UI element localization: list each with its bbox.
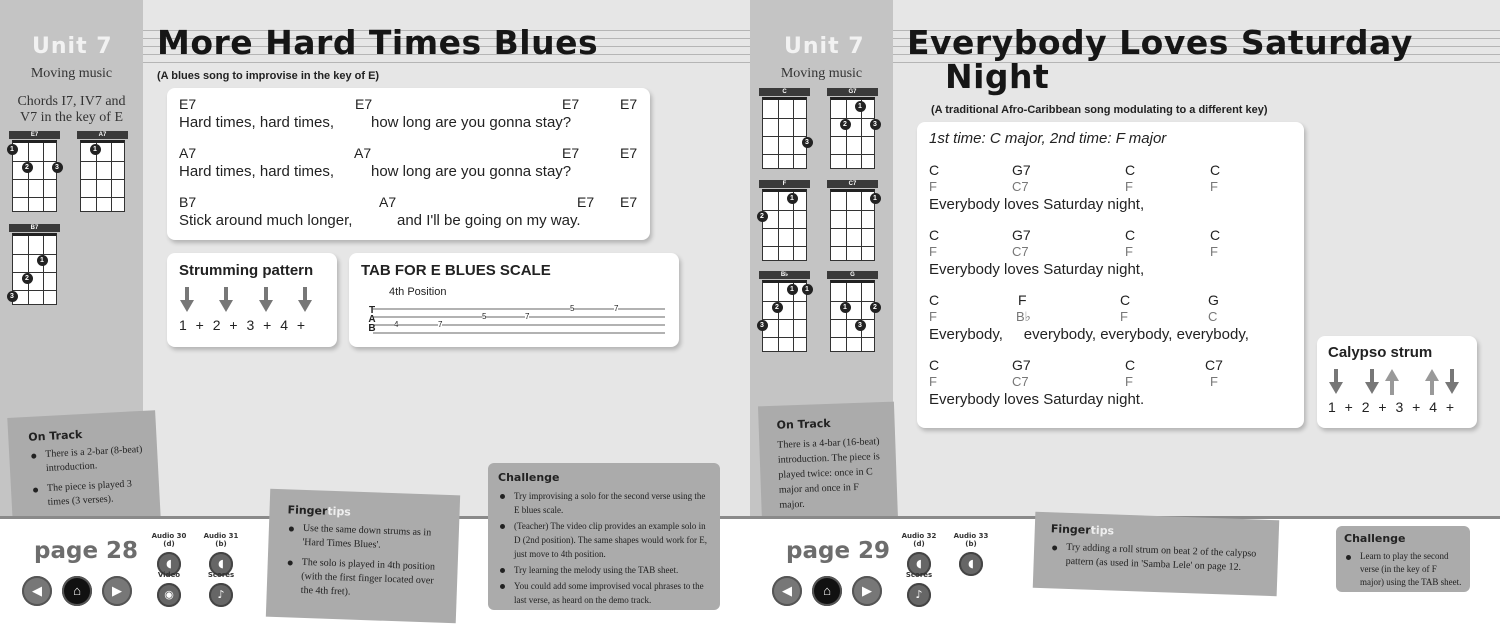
strumming-pattern-box	[167, 253, 337, 347]
calypso-strum-box	[1317, 336, 1477, 428]
lyric-line: Hard times, hard times,	[179, 114, 335, 131]
tab-letter: T	[368, 305, 376, 316]
chord-string	[28, 143, 29, 211]
finger-dot: 2	[772, 302, 783, 313]
challenge-item: Try improvising a solo for the second verse using the E blues scale.	[498, 489, 710, 517]
chord-string	[778, 192, 779, 260]
alt-chord-label: F	[1125, 244, 1133, 259]
lyric-line: how long are you gonna stay?	[371, 114, 572, 131]
chord-fret	[831, 118, 874, 119]
lyrics-card	[167, 88, 650, 240]
down-arrow-icon	[219, 287, 233, 313]
chord-name-label: B♭	[759, 271, 810, 279]
audio-31-button[interactable]	[198, 532, 244, 576]
alt-chord-label: B♭	[1016, 309, 1031, 324]
finger-tips-title: Fingertips	[1050, 522, 1115, 538]
finger-dot: 2	[22, 273, 33, 284]
chord-string	[43, 143, 44, 211]
finger-dot: 3	[52, 162, 63, 173]
chord-string	[846, 192, 847, 260]
unit-label: Unit 7	[32, 34, 113, 59]
chord-grid	[830, 189, 875, 261]
chord-name-label: C	[759, 88, 810, 96]
score-icon: ♪	[907, 583, 931, 607]
chord-fret	[81, 179, 124, 180]
page-subtitle: (A traditional Afro-Caribbean song modulating to a different key)	[931, 104, 1268, 116]
alt-chord-label: F	[929, 179, 937, 194]
finger-dot: 1	[90, 144, 101, 155]
lyric-line: Everybody, everybody, everybody, everybody,	[929, 326, 1249, 343]
on-track-note	[7, 410, 160, 526]
chord-label: E7	[562, 96, 580, 112]
verse-block	[929, 357, 1292, 413]
chord-label: A7	[179, 145, 197, 161]
page-number: page 29	[786, 538, 891, 564]
home-button[interactable]	[62, 576, 92, 606]
strum-counts: 1 + 2 + 3 + 4 +	[179, 317, 306, 333]
chord-label: C	[929, 292, 940, 308]
chord-label: E7	[577, 194, 595, 210]
finger-dot: 2	[757, 211, 768, 222]
chord-label: A7	[379, 194, 397, 210]
chord-grid	[12, 233, 57, 305]
prev-page-button[interactable]	[22, 576, 52, 606]
chord-fret	[763, 136, 806, 137]
alt-chord-label: F	[1125, 179, 1133, 194]
chord-fret	[763, 301, 806, 302]
chord-label: B7	[179, 194, 197, 210]
chord-fret	[13, 272, 56, 273]
chord-name-label: C7	[827, 180, 878, 188]
score-icon: ♪	[209, 583, 233, 607]
chord-label: E7	[355, 96, 373, 112]
chord-fret	[831, 337, 874, 338]
page-title: More Hard Times Blues	[157, 23, 599, 62]
chord-fret	[81, 161, 124, 162]
home-icon: ⌂	[73, 583, 81, 598]
next-page-button[interactable]	[102, 576, 132, 606]
alt-chord-label: C7	[1012, 244, 1029, 259]
chord-label: C	[929, 162, 940, 178]
finger-dot: 1	[855, 101, 866, 112]
chord-name-label: B7	[9, 224, 60, 232]
chord-fret	[763, 228, 806, 229]
media-label: Audio 31 (b)	[203, 532, 239, 548]
finger-tips-item: Use the same down strums as in 'Hard Times Blues'.	[286, 521, 447, 555]
finger-dot: 3	[870, 119, 881, 130]
chord-grid	[762, 189, 807, 261]
finger-dot: 1	[840, 302, 851, 313]
tab-position: 4th Position	[389, 286, 447, 298]
eye-icon: ◉	[157, 583, 181, 607]
challenge-title: Challenge	[498, 471, 560, 484]
media-label: Scores	[207, 571, 235, 579]
verse-block	[929, 162, 1292, 218]
strum-counts: 1 + 2 + 3 + 4 +	[1328, 399, 1455, 415]
on-track-title: On Track	[27, 428, 83, 444]
on-track-note	[758, 402, 898, 525]
chord-fret	[13, 179, 56, 180]
chord-name-label: F	[759, 180, 810, 188]
chord-string	[846, 283, 847, 351]
finger-tips-note	[266, 489, 460, 624]
media-label: Video	[157, 571, 181, 579]
chord-label: C	[1125, 162, 1136, 178]
audio-32-button[interactable]	[896, 532, 942, 576]
challenge-item: You could add some improvised vocal phrases to the last verse, as heard on the demo track.	[498, 579, 710, 607]
home-icon: ⌂	[823, 583, 831, 598]
footer-line	[0, 516, 1500, 519]
lyric-line: how long are you gonna stay?	[371, 163, 572, 180]
chord-fret	[763, 319, 806, 320]
chord-label: C	[929, 357, 940, 373]
finger-dot: 2	[22, 162, 33, 173]
tab-note: 4	[394, 320, 399, 329]
ear-icon: ◖	[157, 552, 181, 576]
down-arrow-icon	[298, 287, 312, 313]
alt-chord-label: C7	[1012, 374, 1029, 389]
arrow-right-icon: ▶	[112, 583, 122, 598]
strumming-title: Strumming pattern	[179, 262, 314, 279]
alt-chord-label: F	[929, 309, 937, 324]
chord-fret	[13, 161, 56, 162]
down-arrow-icon	[1445, 369, 1459, 395]
alt-chord-label: C	[1208, 309, 1218, 324]
finger-tips-title: Fingertips	[287, 503, 352, 519]
tab-letters	[368, 306, 376, 333]
finger-tips-item: The solo is played in 4th position (with the first finger located over the 4th fret).	[285, 555, 446, 603]
tab-staff	[363, 305, 667, 339]
alt-chord-label: F	[1120, 309, 1128, 324]
chord-string	[861, 192, 862, 260]
chord-grid	[762, 97, 807, 169]
tab-note: 7	[438, 320, 443, 329]
chord-label: C7	[1205, 357, 1223, 373]
chord-fret	[831, 228, 874, 229]
finger-dot: 1	[37, 255, 48, 266]
ear-icon: ◖	[907, 552, 931, 576]
alt-chord-label: F	[1210, 244, 1218, 259]
lyric-line: and I'll be going on my way.	[397, 212, 581, 229]
video-button[interactable]	[146, 571, 192, 607]
chord-string	[778, 100, 779, 168]
chord-label: G	[1208, 292, 1219, 308]
down-arrow-icon	[1329, 369, 1343, 395]
chord-fret	[831, 136, 874, 137]
chord-fret	[763, 154, 806, 155]
chord-label: G7	[1012, 162, 1031, 178]
home-button[interactable]	[812, 576, 842, 606]
tab-letter: B	[368, 323, 376, 334]
on-track-item: There is a 2-bar (8-beat) introduction.	[29, 443, 144, 477]
chord-string	[861, 283, 862, 351]
finger-dot: 1	[787, 284, 798, 295]
tab-letter: A	[368, 314, 376, 325]
chord-grid	[830, 97, 875, 169]
up-arrow-icon	[1385, 369, 1399, 395]
tab-note: 5	[570, 304, 575, 313]
lyric-line: Everybody loves Saturday night.	[929, 391, 1145, 408]
next-page-button[interactable]	[852, 576, 882, 606]
chord-name-label: G	[827, 271, 878, 279]
on-track-title: On Track	[776, 416, 831, 432]
arrow-left-icon: ◀	[782, 583, 792, 598]
chord-label: A7	[354, 145, 372, 161]
down-arrow-icon	[180, 287, 194, 313]
chord-string	[793, 100, 794, 168]
down-arrow-icon	[259, 287, 273, 313]
chord-fret	[81, 197, 124, 198]
chord-label: E7	[562, 145, 580, 161]
lyric-block	[179, 96, 638, 145]
chord-label: C	[929, 227, 940, 243]
page-title-line2: Night	[945, 57, 1050, 96]
verse-block	[929, 292, 1292, 348]
finger-dot: 3	[855, 320, 866, 331]
chord-string	[28, 236, 29, 304]
tab-note: 7	[525, 312, 530, 321]
chord-string	[111, 143, 112, 211]
page-title-line1: Everybody Loves Saturday	[907, 23, 1413, 62]
challenge-item: (Teacher) The video clip provides an example solo in D (2nd position). The same shapes would work for E, just move to 4th position.	[498, 519, 710, 561]
arrow-left-icon: ◀	[32, 583, 42, 598]
chord-fret	[13, 290, 56, 291]
unit-label: Unit 7	[784, 34, 865, 59]
alt-chord-label: C7	[1012, 179, 1029, 194]
alt-chord-label: F	[929, 374, 937, 389]
tab-box	[349, 253, 679, 347]
chord-fret	[763, 246, 806, 247]
media-label: Scores	[905, 571, 933, 579]
challenge-box	[488, 463, 720, 610]
lyric-line: Hard times, hard times,	[179, 163, 335, 180]
tab-note: 7	[614, 304, 619, 313]
chord-label: C	[1120, 292, 1131, 308]
challenge-item: Learn to play the second verse (in the key of F major) using the TAB sheet.	[1344, 550, 1462, 589]
chord-name-label: G7	[827, 88, 878, 96]
alt-chord-label: F	[1125, 374, 1133, 389]
chord-grid	[80, 140, 125, 212]
lyrics-card	[917, 122, 1304, 428]
strum-arrows	[179, 287, 325, 313]
calypso-title: Calypso strum	[1328, 344, 1433, 361]
lyric-block	[179, 194, 638, 243]
chord-label: E7	[620, 145, 638, 161]
alt-chord-label: F	[929, 244, 937, 259]
finger-dot: 3	[757, 320, 768, 331]
chord-fret	[763, 118, 806, 119]
strum-arrows	[1328, 369, 1466, 395]
finger-dot: 2	[870, 302, 881, 313]
audio-33-button[interactable]	[948, 532, 994, 576]
chord-label: G7	[1012, 227, 1031, 243]
chords-heading: Chords I7, IV7 and V7 in the key of E	[17, 94, 126, 125]
chord-string	[43, 236, 44, 304]
prev-page-button[interactable]	[772, 576, 802, 606]
chord-fret	[831, 246, 874, 247]
arrow-right-icon: ▶	[862, 583, 872, 598]
chord-label: F	[1018, 292, 1027, 308]
chord-label: C	[1210, 227, 1221, 243]
lyric-line: Everybody loves Saturday night,	[929, 196, 1145, 213]
alt-chord-label: F	[1210, 179, 1218, 194]
chord-name-label: E7	[9, 131, 60, 139]
finger-dot: 2	[840, 119, 851, 130]
chord-grid	[762, 280, 807, 352]
media-label: Audio 30 (d)	[151, 532, 187, 548]
challenge-item: Try learning the melody using the TAB sheet.	[498, 563, 710, 577]
finger-dot: 1	[787, 193, 798, 204]
chord-label: E7	[620, 194, 638, 210]
down-arrow-icon	[1365, 369, 1379, 395]
on-track-text: There is a 4-bar (16-beat) introduction. The piece is played twice: once in C major and once in F major.	[777, 436, 881, 511]
chord-fret	[763, 337, 806, 338]
chord-fret	[831, 154, 874, 155]
chord-label: E7	[179, 96, 197, 112]
chord-fret	[13, 197, 56, 198]
tab-title: TAB FOR E BLUES SCALE	[361, 262, 551, 279]
chord-label: C	[1125, 357, 1136, 373]
media-label: Audio 33 (b)	[953, 532, 989, 548]
page-number: page 28	[34, 538, 139, 564]
ear-icon: ◖	[209, 552, 233, 576]
finger-tips-item: Try adding a roll strum on beat 2 of the calypso pattern (as used in 'Samba Lele' on page 12.	[1049, 540, 1266, 576]
page-subtitle: (A blues song to improvise in the key of E)	[157, 70, 380, 82]
chord-fret	[13, 254, 56, 255]
finger-dot: 3	[7, 291, 18, 302]
chord-label: C	[1210, 162, 1221, 178]
chord-fret	[831, 210, 874, 211]
challenge-title: Challenge	[1344, 532, 1406, 545]
chord-string	[778, 283, 779, 351]
media-label: Audio 32 (d)	[901, 532, 937, 548]
section-label: Moving music	[780, 66, 863, 81]
finger-tips-note	[1033, 512, 1280, 596]
chord-string	[846, 100, 847, 168]
tab-note: 5	[482, 312, 487, 321]
finger-dot: 3	[802, 137, 813, 148]
on-track-item: The piece is played 3 times (3 verses).	[31, 477, 146, 511]
up-arrow-icon	[1425, 369, 1439, 395]
section-label: Moving music	[30, 66, 113, 81]
chord-label: C	[1125, 227, 1136, 243]
chord-grid	[830, 280, 875, 352]
challenge-box	[1336, 526, 1470, 592]
chord-fret	[763, 210, 806, 211]
verse-block	[929, 227, 1292, 283]
scores-button[interactable]	[198, 571, 244, 607]
finger-dot: 1	[870, 193, 881, 204]
audio-30-button[interactable]	[146, 532, 192, 576]
chord-fret	[831, 319, 874, 320]
chord-label: E7	[620, 96, 638, 112]
chord-name-label: A7	[77, 131, 128, 139]
chord-label: G7	[1012, 357, 1031, 373]
finger-dot: 1	[802, 284, 813, 295]
lyric-line: Stick around much longer,	[179, 212, 353, 229]
lyric-line: Everybody loves Saturday night,	[929, 261, 1145, 278]
lyric-block	[179, 145, 638, 194]
alt-chord-label: F	[1210, 374, 1218, 389]
scores-button[interactable]	[896, 571, 942, 607]
finger-dot: 1	[7, 144, 18, 155]
key-note: 1st time: C major, 2nd time: F major	[929, 130, 1167, 147]
chord-fret	[831, 301, 874, 302]
ear-icon: ◖	[959, 552, 983, 576]
chord-grid	[12, 140, 57, 212]
